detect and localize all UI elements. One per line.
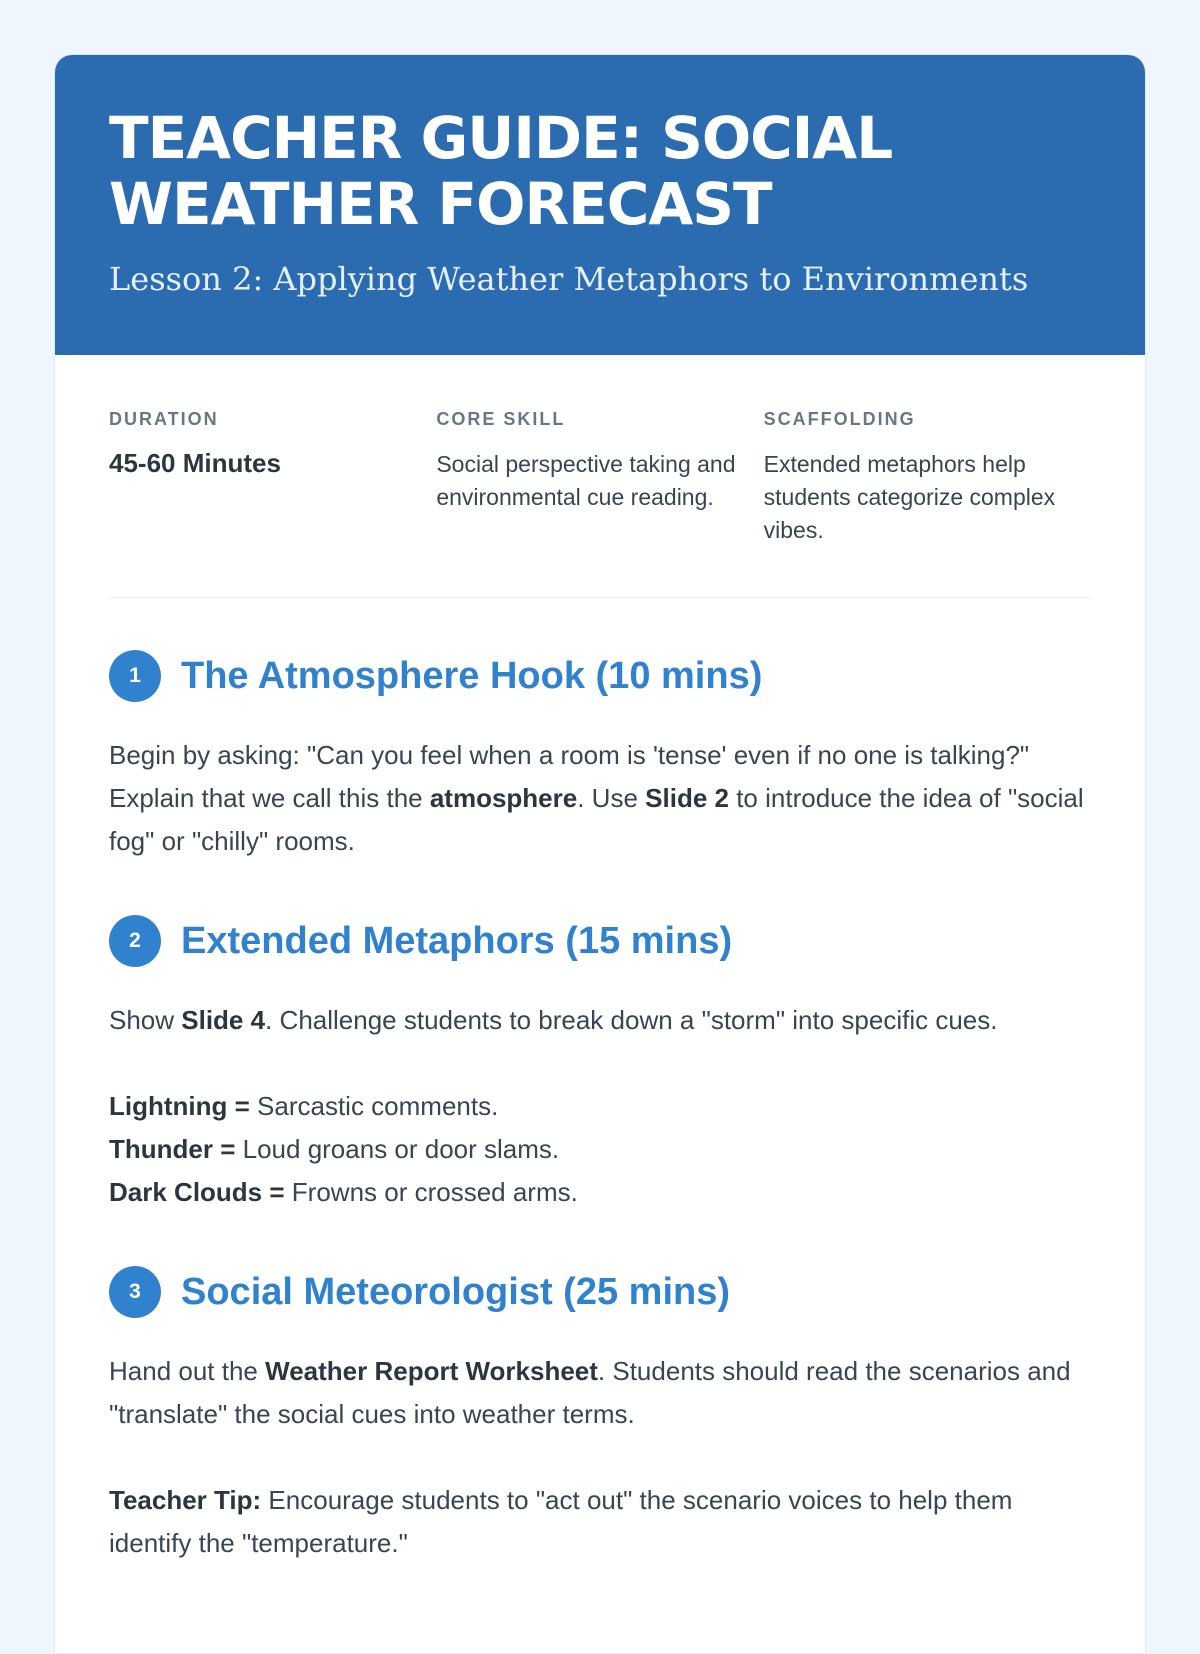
metaphor-term: Thunder =: [109, 1134, 236, 1164]
metaphor-term: Lightning =: [109, 1091, 250, 1121]
teacher-tip-label: Teacher Tip:: [109, 1485, 262, 1515]
section-paragraph: [109, 1350, 1091, 1436]
paragraph-text: Show: [109, 1005, 182, 1035]
emphasis-text: Slide 2: [645, 783, 729, 813]
metaphor-desc: Loud groans or door slams.: [235, 1134, 560, 1164]
spacer: [109, 1042, 1091, 1085]
section-title: Social Meteorologist (25 mins): [181, 1271, 730, 1313]
lesson-meta: [109, 409, 1091, 598]
metaphor-item: [109, 1171, 1091, 1214]
page-title: TEACHER GUIDE: SOCIAL WEATHER FORECAST: [109, 104, 893, 238]
section-title: Extended Metaphors (15 mins): [181, 920, 733, 962]
section-heading: [109, 650, 1091, 702]
section-heading: [109, 915, 1091, 967]
section-atmosphere-hook: [109, 650, 1091, 863]
step-number-badge: 1: [109, 650, 161, 702]
meta-core-skill-label: CORE SKILL: [436, 409, 566, 429]
teacher-tip-text: Encourage students to "act out" the scenario voices to help them identify the "temperature.": [109, 1485, 1013, 1558]
section-heading: [109, 1266, 1091, 1318]
metaphor-desc: Sarcastic comments.: [249, 1091, 499, 1121]
paragraph-text: . Use: [577, 783, 646, 813]
paragraph-text: . Challenge students to break down a "storm" into specific cues.: [265, 1005, 998, 1035]
metaphor-item: [109, 1085, 1091, 1128]
section-paragraph: [109, 999, 1091, 1042]
lesson-subtitle: Lesson 2: Applying Weather Metaphors to Environments: [109, 260, 1029, 298]
meta-duration-label: DURATION: [109, 409, 219, 429]
paragraph-text: to introduce the idea of "social fog" or "chilly" rooms.: [109, 783, 1084, 856]
meta-duration-value: 45-60 Minutes: [109, 448, 281, 478]
meta-scaffolding: [764, 409, 1091, 547]
section-title: The Atmosphere Hook (10 mins): [181, 655, 763, 697]
paragraph-text: Hand out the: [109, 1356, 266, 1386]
emphasis-text: Slide 4: [181, 1005, 266, 1035]
teacher-tip: [109, 1479, 1091, 1565]
paragraph-text: . Students should read the scenarios and "translate" the social cues into weather terms.: [109, 1356, 1071, 1429]
meta-scaffolding-value: Extended metaphors help students categorize complex vibes.: [763, 451, 1056, 543]
metaphor-item: [109, 1128, 1091, 1171]
meta-core-skill-value: Social perspective taking and environmental cue reading.: [436, 451, 736, 510]
meta-core-skill: [436, 409, 763, 547]
emphasis-text: Weather Report Worksheet: [265, 1356, 598, 1386]
section-extended-metaphors: [109, 915, 1091, 1214]
section-social-meteorologist: [109, 1266, 1091, 1565]
meta-scaffolding-label: SCAFFOLDING: [763, 409, 916, 429]
step-number-badge: 2: [109, 915, 161, 967]
guide-card: [54, 54, 1146, 1654]
spacer: [109, 1436, 1091, 1479]
guide-header: [55, 55, 1145, 355]
step-number-badge: 3: [109, 1266, 161, 1318]
metaphor-desc: Frowns or crossed arms.: [284, 1177, 578, 1207]
guide-body: [55, 355, 1145, 1565]
section-paragraph: [109, 734, 1091, 863]
emphasis-text: atmosphere: [429, 783, 578, 813]
paragraph-text: Begin by asking: "Can you feel when a room is 'tense' even if no one is talking?" Explain that we call this the: [109, 740, 1030, 813]
metaphor-term: Dark Clouds =: [109, 1177, 285, 1207]
meta-duration: [109, 409, 436, 547]
